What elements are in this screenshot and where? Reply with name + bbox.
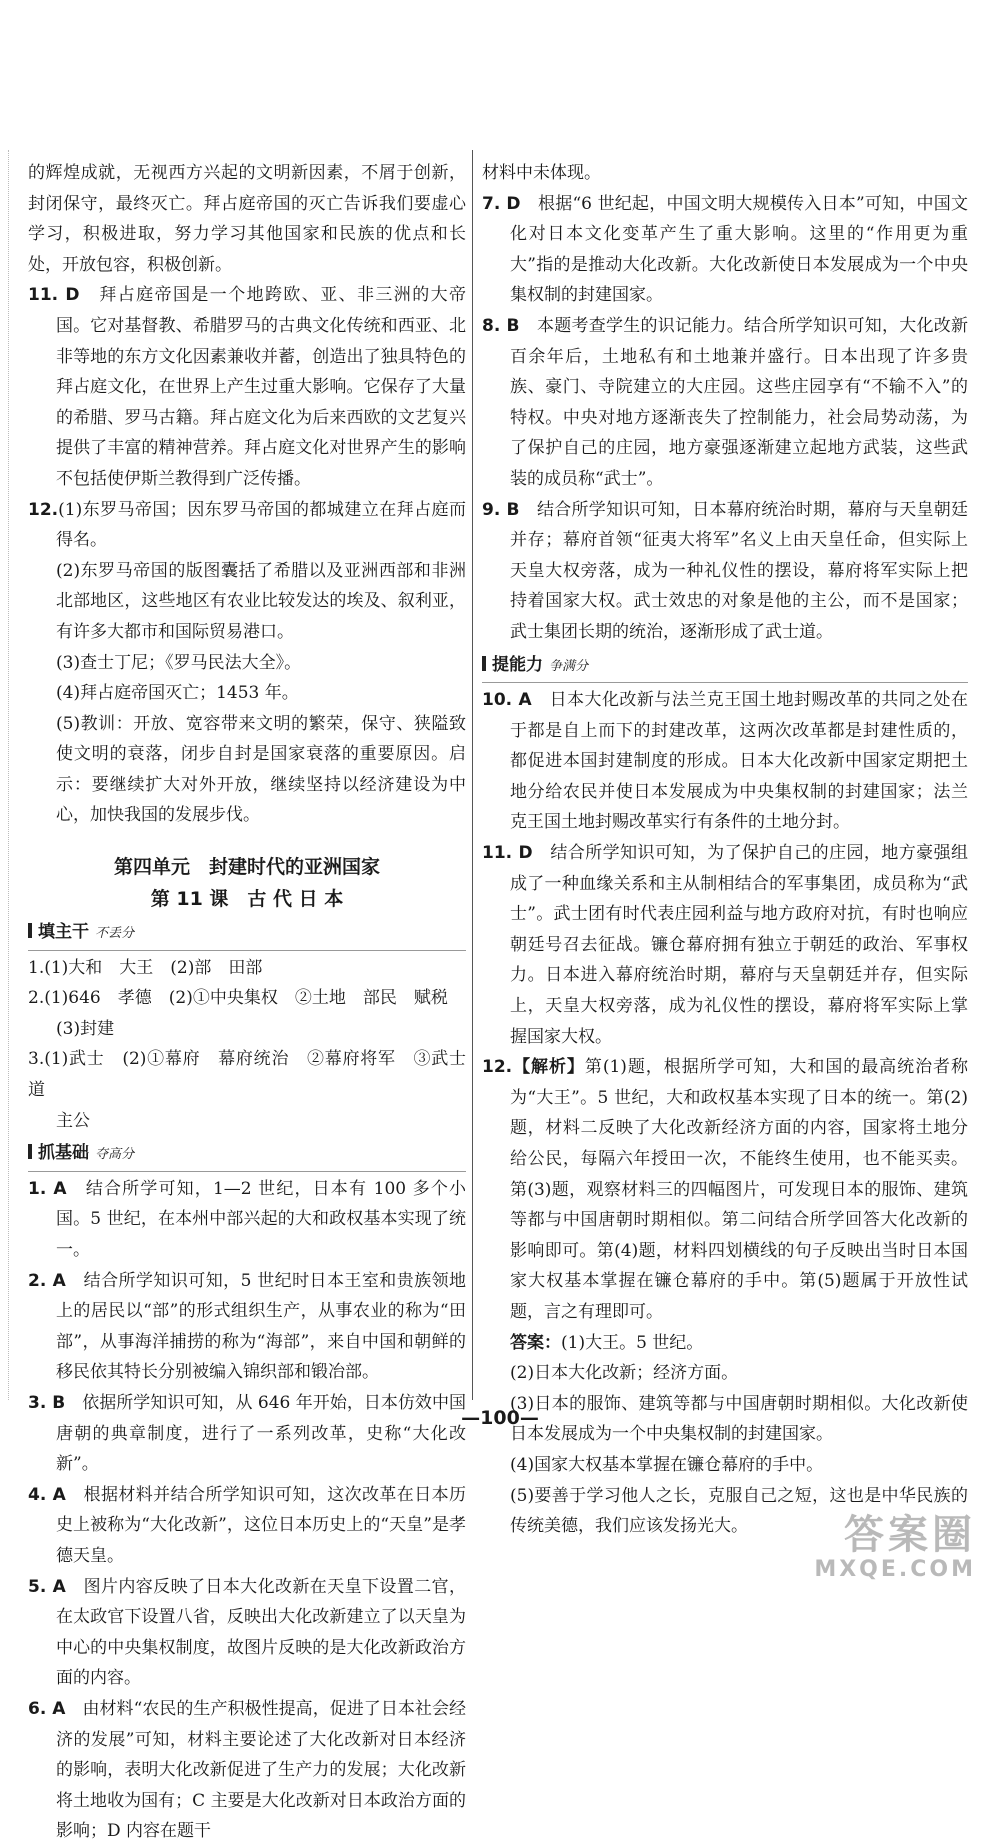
page-number: —100— bbox=[461, 1407, 539, 1429]
answer-1: 1. A 结合所学可知，1—2 世纪，日本有 100 多个小国。5 世纪，在本州中部兴起的大和政权基本实现了统一。 bbox=[28, 1178, 467, 1260]
answer-12-part4: (4)拜占庭帝国灭亡；1453 年。 bbox=[56, 683, 299, 704]
answer-8: 8. B 本题考查学生的识记能力。结合所学知识可知，大化改新百余年后，土地私有和土地兼并盛行。日本出现了许多贵族、豪门、寺院建立的大庄园。这些庄园享有“不输不入”的特权。中央对地方逐渐丧失了控制能力，社会局势动荡，为了保护自己的庄园，地方豪强逐渐建立起地方武装，这些武装的成员称“武士”。 bbox=[482, 315, 969, 489]
answer-10: 10. A 日本大化改新与法兰克王国土地封赐改革的共同之处在于都是自上而下的封建改革，这两次改革都是封建性质的，都促进本国封建制度的形成。日本大化改新中国家定期把土地分给农民并使日本发展成为中央集权制的封建国家；法兰克王国土地封赐改革实行有条件的土地分封。 bbox=[482, 690, 969, 833]
paragraph-continuation: 的辉煌成就，无视西方兴起的文明新因素，不屑于创新，封闭保守，最终灭亡。拜占庭帝国的灭亡告诉我们要虚心学习，积极进取，努力学习其他国家和民族的优点和长处，开放包容，积极创新。 bbox=[28, 163, 466, 275]
answer-11-left: 11. D 拜占庭帝国是一个地跨欧、亚、非三洲的大帝国。它对基督教、希腊罗马的古典文化传统和西亚、北非等地的东方文化因素兼收并蓄，创造出了独具特色的拜占庭文化，在世界上产生过重大影响。它保存了大量的希腊、罗马古籍。拜占庭文化为后来西欧的文艺复兴提供了丰富的精神营养。拜占庭文化对世界产生的影响不包括使伊斯兰教得到广泛传播。 bbox=[28, 285, 467, 489]
section-header-basics: 抓基础 夺高分 bbox=[28, 1138, 466, 1172]
answer-12-left: 12.(1)东罗马帝国；因东罗马帝国的都城建立在拜占庭而得名。 bbox=[28, 499, 466, 551]
answer-4: 4. A 根据材料并结合所学知识可知，这次改革在日本历史上被称为“大化改新”，这位日本历史上的“天皇”是孝德天皇。 bbox=[28, 1484, 466, 1566]
answer-key-4: (4)国家大权基本掌握在镰仓幕府的手中。 bbox=[510, 1454, 824, 1475]
answer-3: 3. B 依据所学知识可知，从 646 年开始，日本仿效中国唐朝的典章制度，进行了一系列改革，史称“大化改新”。 bbox=[28, 1392, 466, 1475]
answer-12-right: 12.【解析】第(1)题，根据所学可知，大和国的最高统治者称为“大王”。5 世纪，大和政权基本实现了日本的统一。第(2)题，材料二反映了大化改新经济方面的内容，国家将土地分给公民，每隔六年授田一次，不能终生使用，也不能买卖。第(3)题，观察材料三的四幅图片，可发现日本的服饰、建筑等都与中国唐朝时期相似。第二问结合所学回答大化改新的影响即可。第(4)题，材料四划横线的句子反映出当时日本国家大权基本掌握在镰仓幕府的手中。第(5)题属于开放性试题，言之有理即可。 bbox=[482, 1057, 968, 1322]
answer-12-part3: (3)查士丁尼；《罗马民法大全》。 bbox=[56, 652, 302, 673]
fill-line-1: 1.(1)大和 大王 (2)部 田部 bbox=[28, 957, 263, 978]
answer-11-right: 11. D 结合所学知识可知，为了保护自己的庄园，地方豪强组成了一种血缘关系和主从制相结合的军事集团，成员称为“武士”。武士团有时代表庄园利益与地方政府对抗，有时也响应朝廷号召去征战。镰仓幕府拥有独立于朝廷的政治、军事权力。日本进入幕府统治时期，幕府与天皇朝廷并存，但实际上，天皇大权旁落，成为礼仪性的摆设，幕府将军实际上掌握国家大权。 bbox=[482, 843, 968, 1047]
section-bar-icon bbox=[28, 923, 32, 938]
right-column bbox=[482, 158, 968, 1542]
answer-key-2: (2)日本大化改新；经济方面。 bbox=[510, 1363, 739, 1384]
fill-line-3: (3)封建 bbox=[56, 1018, 115, 1039]
answer-2: 2. A 结合所学知识可知，5 世纪时日本王室和贵族领地上的居民以“部”的形式组织生产，从事农业的称为“田部”，从事海洋捕捞的称为“海部”，来自中国和朝鲜的移民依其特长分别被编入锦织部和锻冶部。 bbox=[28, 1270, 466, 1383]
answer-key: 答案：(1)大王。5 世纪。 bbox=[510, 1332, 704, 1353]
answer-12-part5: (5)教训：开放、宽容带来文明的繁荣，保守、狭隘致使文明的衰落，闭步自封是国家衰落的重要原因。启示：要继续扩大对外开放，继续坚持以经济建设为中心，加快我国的发展步伐。 bbox=[56, 713, 466, 826]
section-bar-icon bbox=[482, 656, 486, 671]
left-column bbox=[28, 158, 466, 1847]
answer-5: 5. A 图片内容反映了日本大化改新在天皇下设置二官，在太政官下设置八省，反映出大化改新建立了以天皇为中心的中央集权制度，故图片反映的是大化改新政治方面的内容。 bbox=[28, 1576, 466, 1689]
answer-9: 9. B 结合所学知识可知，日本幕府统治时期，幕府与天皇朝廷并存；幕府首领“征夷大将军”名义上由天皇任命，但实际上天皇大权旁落，成为一种礼仪性的摆设，幕府将军实际上把持着国家大权。武士效忠的对象是他的主公，而不是国家；武士集团长期的统治，逐渐形成了武士道。 bbox=[482, 499, 969, 642]
watermark-url: MXQE.COM bbox=[814, 1557, 976, 1582]
answer-6: 6. A 由材料“农民的生产积极性提高，促进了日本社会经济的发展”可知，材料主要论述了大化改新对日本经济的影响，表明大化改新促进了生产力的发展；大化改新将土地收为国有；C 主要是大化改新对日本政治方面的影响；D 内容在题干 bbox=[28, 1698, 466, 1842]
left-margin-bleed bbox=[0, 150, 9, 1400]
column-divider bbox=[472, 150, 473, 1400]
fill-line-5: 主公 bbox=[56, 1110, 90, 1131]
answer-key-5: (5)要善于学习他人之长，克服自己之短，这也是中华民族的传统美德，我们应该发扬光大。 bbox=[510, 1485, 968, 1537]
fill-line-4: 3.(1)武士 (2)①幕府 幕府统治 ②幕府将军 ③武士道 bbox=[28, 1049, 466, 1101]
section-header-fill: 填主干 不丢分 bbox=[28, 917, 466, 951]
lesson-title: 第 11 课 古 代 日 本 bbox=[150, 888, 344, 911]
section-header-ability: 提能力 争满分 bbox=[482, 650, 968, 684]
watermark-text: 答案圈 bbox=[844, 1512, 976, 1558]
answer-7: 7. D 根据“6 世纪起，中国文明大规模传入日本”可知，中国文化对日本文化变革产生了重大影响。这里的“作用更为重大”指的是推动大化改新。大化改新使日本发展成为一个中央集权制的封建国家。 bbox=[482, 193, 968, 306]
unit-title: 第四单元 封建时代的亚洲国家 bbox=[113, 856, 380, 879]
fill-line-2: 2.(1)646 孝德 (2)①中央集权 ②土地 部民 赋税 bbox=[28, 988, 448, 1009]
answer-12-part2: (2)东罗马帝国的版图囊括了希腊以及亚洲西部和非洲北部地区，这些地区有农业比较发达的埃及、叙利亚，有许多大都市和国际贸易港口。 bbox=[56, 560, 466, 642]
watermark-logo bbox=[814, 1513, 976, 1582]
section-bar-icon bbox=[28, 1144, 32, 1159]
paragraph-continuation-right: 材料中未体现。 bbox=[482, 163, 601, 183]
answer-key-3: (3)日本的服饰、建筑等都与中国唐朝时期相似。大化改新使日本发展成为一个中央集权制的封建国家。 bbox=[510, 1393, 968, 1445]
